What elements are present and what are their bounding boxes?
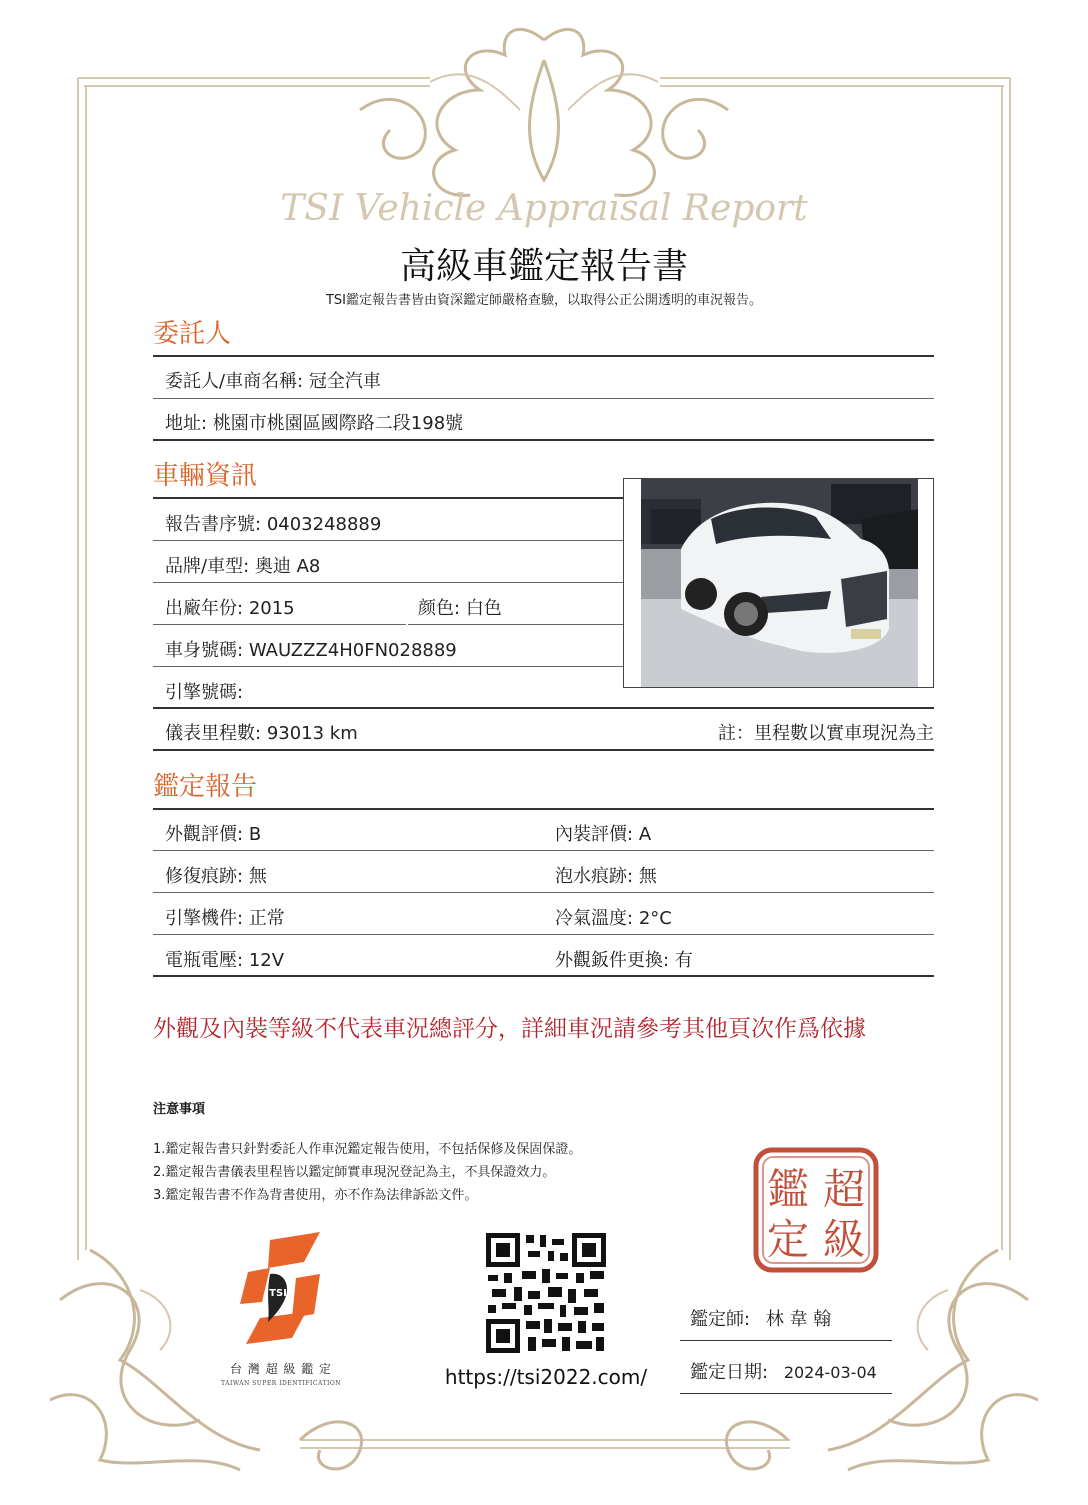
qr-code-icon[interactable] — [486, 1233, 606, 1353]
divider — [153, 850, 934, 851]
ac-row — [555, 904, 672, 930]
battery-label: 電瓶電壓: — [165, 950, 244, 971]
engine-label: 引擎機件: — [165, 908, 244, 929]
notes-heading: 注意事項 — [153, 1102, 206, 1117]
note-item: 1.鑑定報告書只針對委託人作車況鑑定報告使用，不包括保修及保固保證。 — [153, 1142, 582, 1157]
page-title: 高級車鑑定報告書 — [399, 246, 688, 287]
vin-row — [165, 636, 457, 662]
vehicle-photo-frame — [623, 478, 934, 688]
mileage-note: 註：里程數以實車現況為主 — [718, 723, 934, 744]
report-no-label: 報告書序號: — [165, 514, 262, 535]
client-address-value: 桃園市桃園區國際路二段198號 — [212, 413, 464, 434]
logo-badge: TSI — [269, 1288, 287, 1299]
mileage-value: 93013 km — [266, 723, 358, 744]
date-label: 鑑定日期: — [690, 1362, 769, 1383]
divider — [153, 666, 623, 667]
date-row — [690, 1358, 877, 1384]
note-item: 3.鑑定報告書不作為背書使用，亦不作為法律訴訟文件。 — [153, 1188, 478, 1203]
engine-no-row — [165, 678, 243, 704]
divider — [153, 975, 934, 977]
ac-value: 2°C — [638, 908, 672, 929]
logo-name-zh: 台 灣 超 級 鑑 定 — [229, 1362, 333, 1376]
appraisal-heading: 鑑定報告 — [153, 772, 258, 802]
divider — [153, 808, 934, 810]
divider — [153, 582, 623, 583]
inspector-label: 鑑定師: — [690, 1309, 751, 1330]
vehicle-heading: 車輛資訊 — [153, 461, 258, 491]
mileage-label: 儀表里程數: — [165, 723, 262, 744]
divider — [680, 1393, 892, 1394]
brand-value: 奧迪 A8 — [254, 556, 321, 577]
date-value: 2024-03-04 — [783, 1363, 877, 1382]
divider — [153, 540, 623, 541]
repair-value: 無 — [248, 866, 267, 887]
battery-row — [165, 946, 284, 972]
brand-row — [165, 552, 320, 578]
divider — [680, 1340, 892, 1341]
appraisal-seal — [752, 1146, 880, 1274]
brand-label: 品牌/車型: — [165, 556, 250, 577]
divider — [153, 707, 934, 709]
interior-value: A — [638, 824, 652, 845]
tsi-logo-icon — [240, 1232, 324, 1350]
svg-text:級: 級 — [822, 1215, 866, 1264]
divider — [408, 624, 623, 625]
exterior-label: 外觀評價: — [165, 824, 244, 845]
exterior-value: B — [248, 824, 262, 845]
divider — [153, 892, 934, 893]
client-heading: 委託人 — [153, 319, 232, 349]
divider — [153, 355, 934, 357]
note-item: 2.鑑定報告書儀表里程皆以鑑定師實車現況登記為主，不具保證效力。 — [153, 1165, 556, 1180]
client-address-label: 地址: — [165, 413, 208, 434]
year-label: 出廠年份: — [165, 598, 244, 619]
svg-text:超: 超 — [822, 1165, 866, 1214]
mileage-row — [165, 719, 358, 745]
panel-value: 有 — [674, 950, 693, 971]
client-name-row — [165, 367, 381, 393]
vin-label: 車身號碼: — [165, 640, 244, 661]
year-row — [165, 594, 295, 620]
year-value: 2015 — [248, 598, 295, 619]
flood-label: 泡水痕跡: — [555, 866, 634, 887]
divider — [153, 749, 934, 751]
flood-row — [555, 862, 657, 888]
engine-no-label: 引擎號碼: — [165, 682, 244, 703]
color-label: 颜色: — [418, 598, 461, 619]
divider — [153, 398, 934, 399]
inspector-row — [690, 1305, 831, 1331]
engine-value: 正常 — [248, 908, 285, 929]
report-no-value: 0403248889 — [266, 514, 382, 535]
flood-value: 無 — [638, 866, 657, 887]
vin-value: WAUZZZ4H0FN028889 — [248, 640, 457, 661]
exterior-row — [165, 820, 261, 846]
website-link[interactable]: https://tsi2022.com/ — [444, 1365, 648, 1389]
ac-label: 冷氣溫度: — [555, 908, 634, 929]
svg-text:鑑: 鑑 — [766, 1165, 810, 1214]
divider — [153, 934, 934, 935]
divider — [153, 624, 406, 625]
engine-row — [165, 904, 285, 930]
color-value: 白色 — [465, 598, 502, 619]
vehicle-photo — [641, 479, 918, 687]
svg-text:定: 定 — [766, 1215, 810, 1264]
repair-row — [165, 862, 267, 888]
repair-label: 修復痕跡: — [165, 866, 244, 887]
battery-value: 12V — [248, 950, 285, 971]
client-name-label: 委託人/車商名稱: — [165, 371, 304, 392]
page-subtitle: TSI鑑定報告書皆由資深鑑定師嚴格查驗，以取得公正公開透明的車況報告。 — [325, 293, 763, 308]
report-no-row — [165, 510, 381, 536]
script-title: TSI Vehicle Appraisal Report — [280, 188, 808, 229]
warning-text: 外觀及內裝等級不代表車況總評分，詳細車況請參考其他頁次作爲依據 — [153, 1016, 866, 1042]
client-name-value: 冠全汽車 — [308, 371, 381, 392]
logo-name-en: TAIWAN SUPER IDENTIFICATION — [220, 1380, 342, 1387]
client-address-row — [165, 409, 463, 435]
panel-row — [555, 946, 693, 972]
divider — [153, 439, 934, 441]
inspector-value: 林 韋 翰 — [765, 1309, 832, 1330]
divider — [153, 497, 623, 499]
color-row — [418, 594, 502, 620]
panel-label: 外觀鈑件更換: — [555, 950, 670, 971]
interior-row — [555, 820, 651, 846]
interior-label: 內裝評價: — [555, 824, 634, 845]
